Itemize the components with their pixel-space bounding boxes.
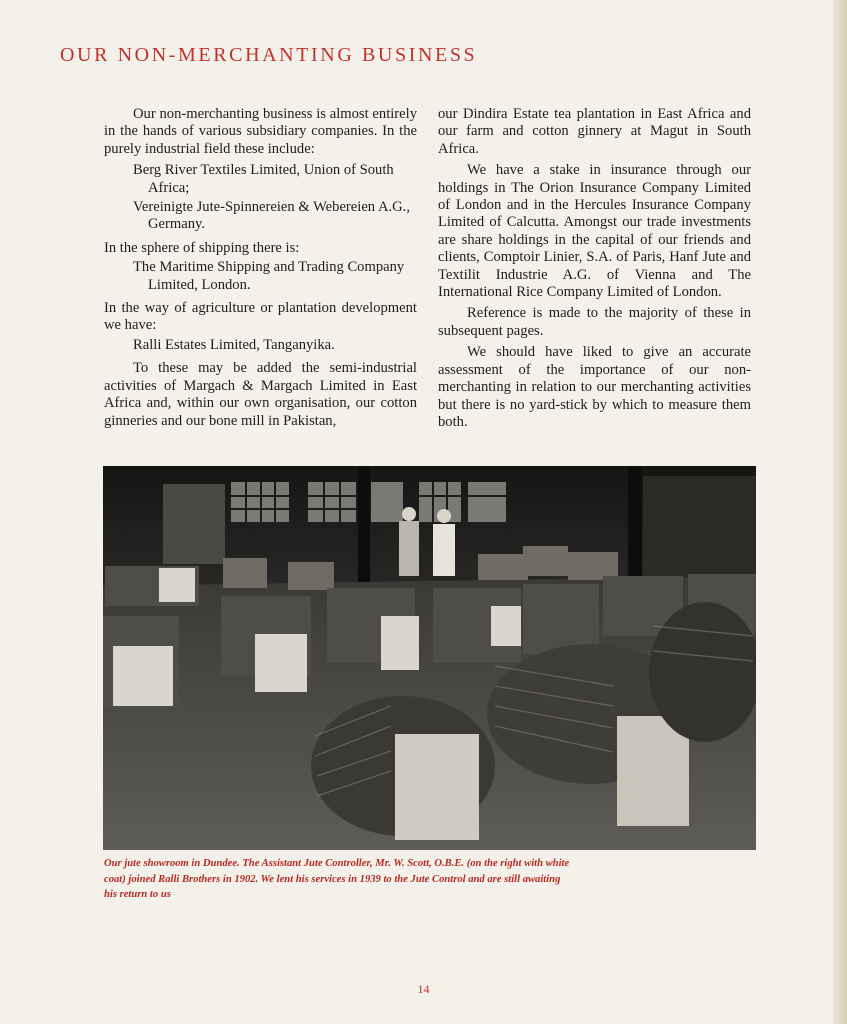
left-paragraph-4: To these may be added the semi-industrial activities of Margach & Margach Limited in East Africa and, within our own organisation, our cotton ginneries and our bone mill in Pakistan, [104, 360, 417, 429]
photo-caption: Our jute showroom in Dundee. The Assistant Jute Controller, Mr. W. Scott, O.B.E. (on the right with white coat) joined Ralli Brothers in 1902. We lent his services in 1939 to the Jute Control and are still awaiting his return to us [104, 858, 570, 901]
left-paragraph-2: In the sphere of shipping there is: [104, 239, 300, 256]
left-list-item-3: The Maritime Shipping and Trading Company Limited, London. [133, 259, 405, 293]
page-edge [833, 0, 847, 1024]
jute-showroom-photo [103, 466, 756, 850]
jute-showroom-photograph-icon [103, 466, 756, 850]
page-number: 14 [417, 982, 430, 996]
left-paragraph-3: In the way of agriculture or plantation development we have: [104, 300, 417, 334]
left-list-item-1: Berg River Textiles Limited, Union of South Africa; [133, 162, 394, 196]
right-paragraph-3: Reference is made to the majority of these in subsequent pages. [438, 305, 751, 339]
right-paragraph-4: We should have liked to give an accurate assessment of the importance of our non-merchanting in relation to our merchanting activities but there is no yard-stick by which to measure them both. [438, 344, 751, 430]
left-column [104, 106, 417, 434]
left-list-item-2: Vereinigte Jute-Spinnereien & Webereien A.G., Germany. [133, 199, 410, 233]
left-paragraph-1: Our non-merchanting business is almost entirely in the hands of various subsidiary companies. In the purely industrial field these include: [104, 106, 417, 157]
page-title: OUR NON-MERCHANTING BUSINESS [60, 44, 478, 66]
right-column [438, 106, 751, 435]
right-paragraph-1: our Dindira Estate tea plantation in East Africa and our farm and cotton ginnery at Magut in South Africa. [438, 106, 751, 157]
right-paragraph-2: We have a stake in insurance through our holdings in The Orion Insurance Company Limited of London and in the Hercules Insurance Company Limited of Calcutta. Amongst our trade investments are share holdings in the capital of our friends and clients, Comptoir Linier, S.A. of Paris, Hanf Jute and Textilit Industrie A.G. of Vienna and The International Rice Company Limited of London. [438, 162, 751, 301]
left-list-item-4: Ralli Estates Limited, Tanganyika. [133, 336, 335, 353]
